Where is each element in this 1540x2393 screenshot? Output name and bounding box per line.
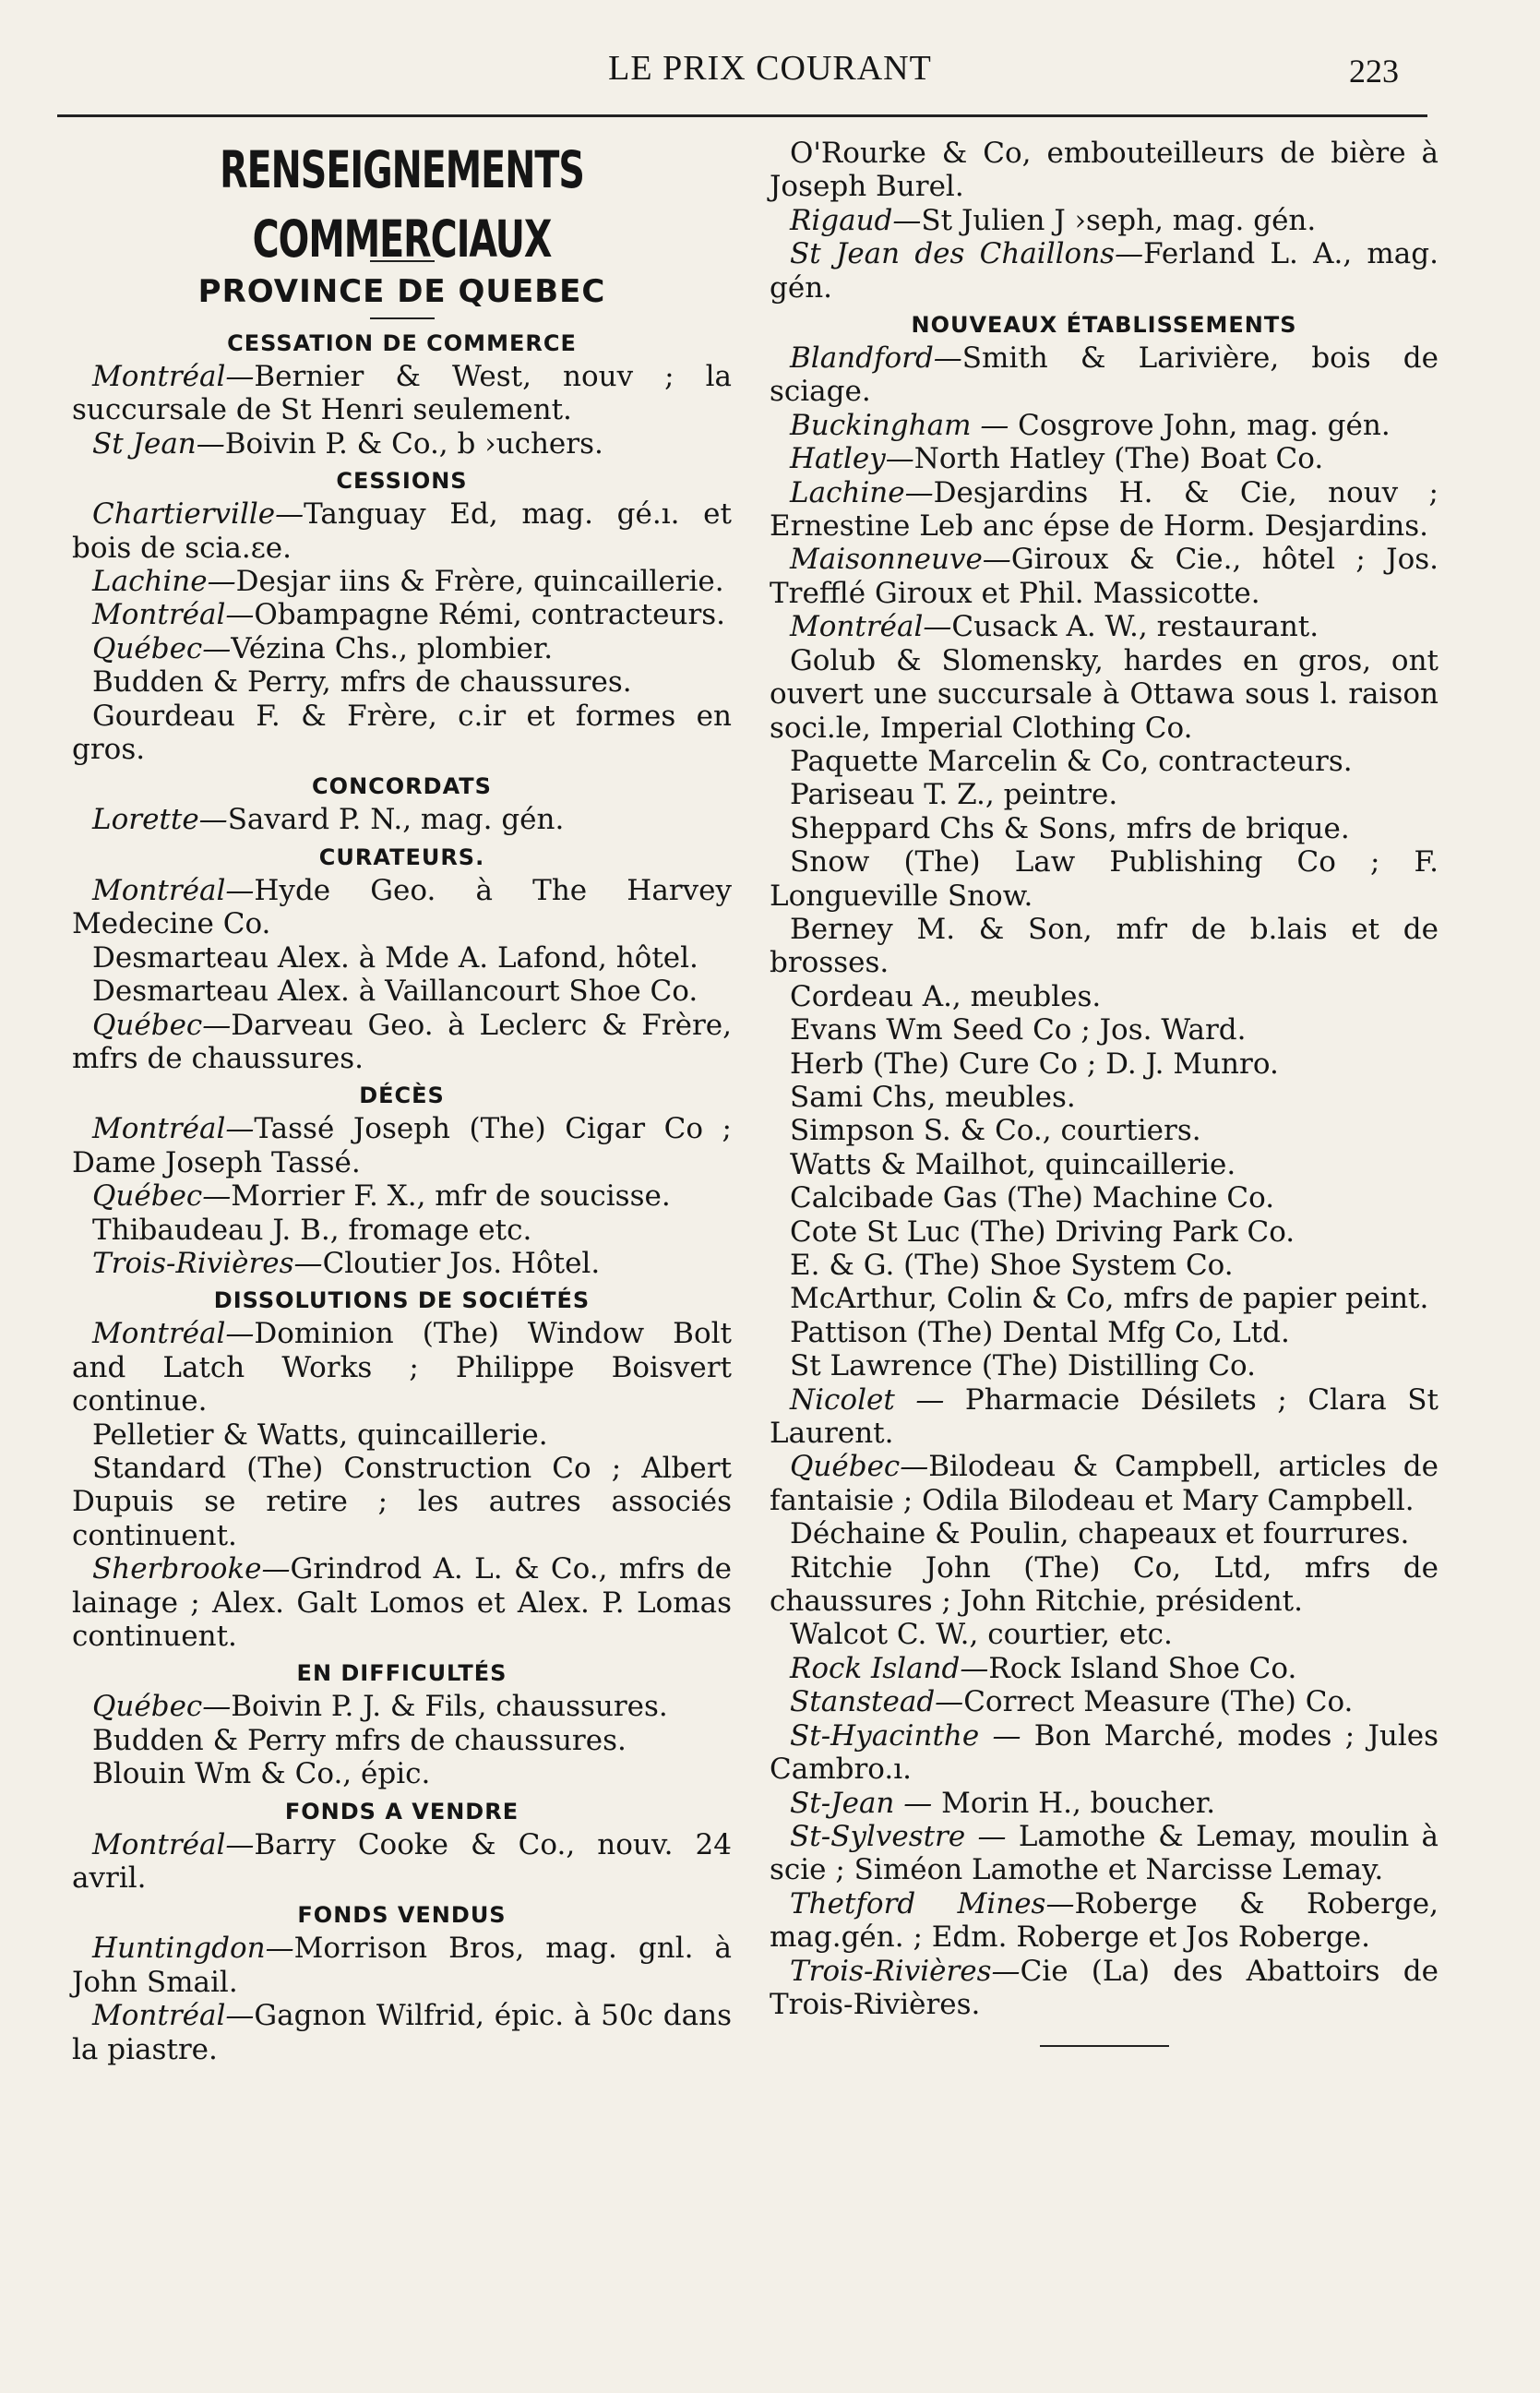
place-name: Montréal— xyxy=(92,598,255,632)
listing-entry xyxy=(770,745,1439,778)
listing-entry xyxy=(72,1112,732,1179)
listing-entry xyxy=(72,1452,732,1552)
place-name: Québec— xyxy=(92,1008,232,1042)
place-name: Thetford Mines— xyxy=(790,1886,1075,1920)
listing-entry xyxy=(72,1214,732,1247)
entry-text: Barry Cooke & Co., nouv. 24 avril. xyxy=(72,1827,732,1896)
place-name: Québec— xyxy=(92,1179,232,1214)
entry-text: Correct Measure (The) Co. xyxy=(963,1685,1354,1719)
place-name: Montréal— xyxy=(92,1999,255,2033)
entry-text: Bernier & West, nouv ; la succursale de St Henri seulement. xyxy=(72,360,732,427)
entry-text: Pharmacie Désilets ; Clara St Laurent. xyxy=(770,1382,1439,1451)
listing-entry xyxy=(72,975,732,1008)
listing-entry xyxy=(770,1081,1439,1114)
entry-text: Dominion (The) Window Bolt and Latch Works ; Philippe Boisvert continue. xyxy=(72,1317,732,1418)
entry-text: Pattison (The) Dental Mfg Co, Ltd. xyxy=(790,1315,1290,1349)
section-heading: FONDS VENDUS xyxy=(297,1902,507,1929)
main-title: RENSEIGNEMENTS COMMERCIAUX xyxy=(220,141,584,269)
place-name: Rigaud— xyxy=(790,203,922,237)
entry-text: Ritchie John (The) Co, Ltd, mfrs de chaussures ; John Ritchie, président. xyxy=(770,1550,1439,1619)
listing-entry xyxy=(770,845,1439,913)
entry-text: Golub & Slomensky, hardes en gros, ont ouvert une succursale à Ottawa sous l. raison soci.le, Imperial Clothing Co. xyxy=(770,643,1439,745)
entry-text: Darveau Geo. à Leclerc & Frère, mfrs de chaussures. xyxy=(72,1008,732,1075)
listing-entry xyxy=(770,812,1439,845)
listing-entry xyxy=(770,644,1439,745)
listing-entry xyxy=(770,1349,1439,1382)
entry-text: Roberge & Roberge, mag.gén. ; Edm. Roberge et Jos Roberge. xyxy=(770,1886,1439,1955)
listing-entry xyxy=(770,237,1439,305)
entry-text: Evans Wm Seed Co ; Jos. Ward. xyxy=(790,1013,1247,1047)
entry-text: Morin H., boucher. xyxy=(941,1786,1216,1820)
header-rule xyxy=(57,114,1427,117)
listing-entry xyxy=(770,610,1439,643)
place-name: Trois-Rivières— xyxy=(790,1954,1021,1988)
entry-text: Desjar iins & Frère, quincaillerie. xyxy=(235,565,724,599)
place-name: St Jean— xyxy=(92,426,225,461)
place-name: Huntingdon— xyxy=(92,1932,294,1966)
entry-text: Cordeau A., meubles. xyxy=(790,979,1102,1013)
entry-text: Desjardins H. & Cie, nouv ; Ernestine Leb anc épse de Horm. Desjardins. xyxy=(770,475,1439,544)
entry-text: Paquette Marcelin & Co, contracteurs. xyxy=(790,744,1353,778)
listing-entry xyxy=(770,1450,1439,1517)
entry-text: E. & G. (The) Shoe System Co. xyxy=(790,1249,1234,1282)
entry-text: Ferland L. A., mag. gén. xyxy=(770,237,1439,305)
listing-entry xyxy=(72,360,732,427)
entry-text: Cusack A. W., restaurant. xyxy=(951,610,1319,644)
province-divider xyxy=(370,317,435,319)
place-name: Nicolet — xyxy=(790,1382,965,1417)
entry-text: Blouin Wm & Co., épic. xyxy=(92,1757,431,1791)
listing-entry xyxy=(770,1148,1439,1181)
place-name: Hatley— xyxy=(790,442,914,476)
place-name: Lachine— xyxy=(92,565,236,599)
entry-text: Boivin P. & Co., b ›uchers. xyxy=(224,426,603,461)
entry-text: Standard (The) Construction Co ; Albert Dupuis se retire ; les autres associés continuent. xyxy=(72,1451,732,1552)
entry-text: Déchaine & Poulin, chapeaux et fourrures. xyxy=(790,1517,1410,1551)
listing-entry xyxy=(72,700,732,767)
entry-text: Thibaudeau J. B., fromage etc. xyxy=(92,1213,532,1247)
listing-entry xyxy=(770,1652,1439,1685)
place-name: Lachine— xyxy=(790,475,934,509)
entry-text: Snow (The) Law Publishing Co ; F. Longueville Snow. xyxy=(770,845,1439,913)
listing-entry xyxy=(770,1383,1439,1451)
listing-entry xyxy=(770,1249,1439,1282)
entry-text: Sami Chs, meubles. xyxy=(790,1080,1076,1114)
entry-text: O'Rourke & Co, embouteilleurs de bière à Joseph Burel. xyxy=(770,137,1439,204)
place-name: Trois-Rivières— xyxy=(92,1246,323,1280)
entry-text: Gagnon Wilfrid, épic. à 50c dans la piastre. xyxy=(72,1999,732,2066)
place-name: Stanstead— xyxy=(790,1685,964,1719)
place-name: Québec— xyxy=(92,1690,232,1724)
listing-entry xyxy=(770,341,1439,409)
listing-entry xyxy=(770,1282,1439,1315)
listing-entry xyxy=(72,1552,732,1653)
running-header-title: LE PRIX COURANT xyxy=(608,49,932,88)
entry-text: Budden & Perry mfrs de chaussures. xyxy=(92,1723,627,1757)
place-name: Montréal— xyxy=(92,1827,255,1861)
entry-text: Sheppard Chs & Sons, mfrs de brique. xyxy=(790,811,1350,845)
entry-text: McArthur, Colin & Co, mfrs de papier peint. xyxy=(790,1282,1429,1316)
listing-entry xyxy=(72,565,732,598)
section-heading: FONDS A VENDRE xyxy=(284,1798,519,1825)
listing-entry xyxy=(72,1724,732,1757)
place-name: Québec— xyxy=(92,631,232,665)
place-name: Lorette— xyxy=(92,803,228,837)
entry-text: Giroux & Cie., hôtel ; Jos. Trefflé Giroux et Phil. Massicotte. xyxy=(770,543,1439,610)
section-heading: CESSIONS xyxy=(336,468,468,495)
listing-entry xyxy=(770,204,1439,237)
section-heading: CESSATION DE COMMERCE xyxy=(227,330,577,356)
listing-entry xyxy=(770,1719,1439,1787)
listing-entry xyxy=(770,476,1439,544)
entry-text: Desmarteau Alex. à Mde A. Lafond, hôtel. xyxy=(92,940,698,975)
entry-text: Desmarteau Alex. à Vaillancourt Shoe Co. xyxy=(92,975,698,1009)
entry-text: Tassé Joseph (The) Cigar Co ; Dame Joseph Tassé. xyxy=(72,1112,732,1179)
listing-entry xyxy=(770,1047,1439,1081)
listing-entry xyxy=(770,1551,1439,1619)
entry-text: Simpson S. & Co., courtiers. xyxy=(790,1114,1201,1148)
place-name: Blandford— xyxy=(790,341,962,376)
entry-text: Cie (La) des Abattoirs de Trois-Rivières. xyxy=(770,1954,1439,2021)
listing-entry xyxy=(72,803,732,836)
end-rule xyxy=(1040,2045,1169,2047)
listing-entry xyxy=(72,632,732,665)
listing-entry xyxy=(770,980,1439,1013)
listing-entry xyxy=(770,1820,1439,1887)
section-heading: DÉCÈS xyxy=(359,1083,445,1109)
place-name: Montréal— xyxy=(92,360,255,393)
entry-text: Boivin P. J. & Fils, chaussures. xyxy=(231,1690,668,1724)
entry-text: Grindrod A. L. & Co., mfrs de lainage ; Alex. Galt Lomos et Alex. P. Lomas continuent. xyxy=(72,1552,732,1653)
listing-entry xyxy=(770,543,1439,610)
listing-entry xyxy=(72,1757,732,1790)
left-column xyxy=(72,137,732,2066)
entry-text: Walcot C. W., courtier, etc. xyxy=(790,1618,1173,1652)
entry-text: St Lawrence (The) Distilling Co. xyxy=(790,1349,1257,1383)
listing-entry xyxy=(770,409,1439,442)
listing-entry xyxy=(770,1685,1439,1718)
listing-entry xyxy=(72,1932,732,1999)
entry-text: Rock Island Shoe Co. xyxy=(988,1651,1297,1685)
listing-entry xyxy=(72,598,732,631)
entry-text: Bon Marché, modes ; Jules Cambro.ı. xyxy=(770,1718,1439,1787)
entry-text: Obampagne Rémi, contracteurs. xyxy=(254,598,726,632)
listing-entry xyxy=(770,1215,1439,1249)
listing-entry xyxy=(770,1013,1439,1047)
entry-text: Herb (The) Cure Co ; D. J. Munro. xyxy=(790,1047,1279,1081)
listing-entry xyxy=(72,1690,732,1723)
entry-text: Budden & Perry, mfrs de chaussures. xyxy=(92,665,632,700)
place-name: St-Jean — xyxy=(790,1786,942,1820)
entry-text: Pelletier & Watts, quincaillerie. xyxy=(92,1418,548,1452)
place-name: St-Sylvestre — xyxy=(790,1819,1019,1853)
right-column xyxy=(770,137,1439,2047)
entry-text: Morrison Bros, mag. gnl. à John Smail. xyxy=(72,1932,732,1999)
entry-text: Pariseau T. Z., peintre. xyxy=(790,778,1118,812)
entry-text: Vézina Chs., plombier. xyxy=(231,631,554,665)
place-name: St-Hyacinthe — xyxy=(790,1718,1034,1753)
place-name: Buckingham — xyxy=(790,408,1019,442)
entry-text: Calcibade Gas (The) Machine Co. xyxy=(790,1181,1275,1215)
entry-text: Lamothe & Lemay, moulin à scie ; Siméon Lamothe et Narcisse Lemay. xyxy=(770,1819,1439,1887)
listing-entry xyxy=(770,1618,1439,1651)
listing-entry xyxy=(770,778,1439,811)
listing-entry xyxy=(72,1999,732,2066)
listing-entry xyxy=(770,1787,1439,1820)
entry-text: North Hatley (The) Boat Co. xyxy=(913,442,1324,476)
entry-text: St Julien J ›seph, mag. gén. xyxy=(921,203,1317,237)
entry-text: Watts & Mailhot, quincaillerie. xyxy=(790,1147,1236,1181)
listing-entry xyxy=(72,874,732,941)
listing-entry xyxy=(72,1009,732,1076)
listing-entry xyxy=(72,1418,732,1452)
entry-text: Savard P. N., mag. gén. xyxy=(227,803,565,837)
entry-text: Smith & Larivière, bois de sciage. xyxy=(770,341,1439,409)
place-name: Montréal— xyxy=(92,1317,255,1351)
section-heading: NOUVEAUX ÉTABLISSEMENTS xyxy=(911,312,1297,339)
entry-text: Tanguay Ed, mag. gé.ı. et bois de scia.ɛe. xyxy=(72,497,732,565)
province-heading: PROVINCE DE QUEBEC xyxy=(197,273,606,310)
entry-text: Cloutier Jos. Hôtel. xyxy=(322,1246,601,1280)
entry-text: Hyde Geo. à The Harvey Medecine Co. xyxy=(72,873,732,941)
listing-entry xyxy=(72,665,732,699)
section-heading: CONCORDATS xyxy=(312,773,492,800)
entry-text: Gourdeau F. & Frère, c.ir et formes en gros. xyxy=(72,699,732,767)
place-name: Maisonneuve— xyxy=(790,543,1011,577)
listing-entry xyxy=(72,1317,732,1418)
entry-text: Bilodeau & Campbell, articles de fantaisie ; Odila Bilodeau et Mary Campbell. xyxy=(770,1450,1439,1517)
listing-entry xyxy=(770,913,1439,980)
place-name: Québec— xyxy=(790,1450,929,1484)
listing-entry xyxy=(770,1887,1439,1955)
listing-entry xyxy=(770,1181,1439,1214)
listing-entry xyxy=(72,427,732,461)
place-name: Montréal— xyxy=(92,873,255,907)
listing-entry xyxy=(770,442,1439,475)
listing-entry xyxy=(72,1247,732,1280)
listing-entry xyxy=(72,1828,732,1896)
place-name: Sherbrooke— xyxy=(92,1552,291,1586)
listing-entry xyxy=(770,1114,1439,1147)
entry-text: Cosgrove John, mag. gén. xyxy=(1018,408,1391,442)
section-heading: EN DIFFICULTÉS xyxy=(296,1660,507,1687)
page-number: 223 xyxy=(1349,53,1399,90)
section-heading: DISSOLUTIONS DE SOCIÉTÉS xyxy=(213,1287,591,1314)
entry-text: Cote St Luc (The) Driving Park Co. xyxy=(790,1214,1295,1249)
listing-entry xyxy=(770,137,1439,204)
place-name: Montréal— xyxy=(92,1112,255,1146)
place-name: Montréal— xyxy=(790,610,952,644)
section-heading: CURATEURS. xyxy=(318,844,485,870)
entry-text: Berney M. & Son, mfr de b.lais et de brosses. xyxy=(770,912,1439,980)
place-name: St Jean des Chaillons— xyxy=(790,237,1144,271)
listing-entry xyxy=(770,1316,1439,1349)
listing-entry xyxy=(72,497,732,565)
listing-entry xyxy=(770,1955,1439,2022)
listing-entry xyxy=(72,1179,732,1213)
entry-text: Morrier F. X., mfr de soucisse. xyxy=(231,1179,671,1214)
place-name: Rock Island— xyxy=(790,1651,989,1685)
listing-entry xyxy=(770,1517,1439,1550)
place-name: Chartierville— xyxy=(92,497,304,532)
listing-entry xyxy=(72,941,732,975)
